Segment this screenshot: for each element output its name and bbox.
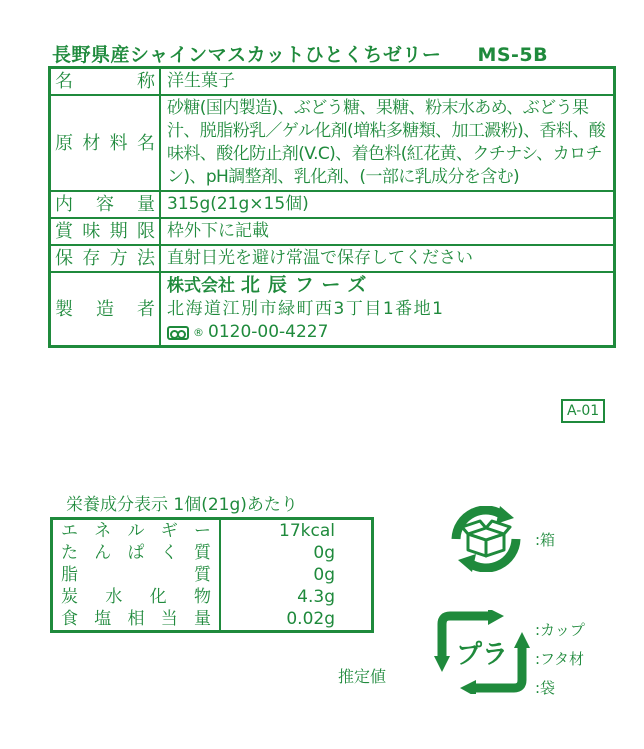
label-val-name: 洋生菓子 <box>160 68 615 96</box>
label-row-name <box>50 68 615 96</box>
plastic-bag-label: :袋 <box>535 679 556 697</box>
label-row-ingredients <box>50 95 615 191</box>
registered-mark: ® <box>193 326 204 339</box>
nutrition-value: 4.3g <box>297 587 335 607</box>
maker-company: 北辰フーズ <box>240 274 375 296</box>
nutrition-value: 17kcal <box>279 521 335 541</box>
nutrition-row <box>52 586 373 608</box>
product-name: 長野県産シャインマスカットひとくちゼリー <box>52 44 442 66</box>
nutrition-row <box>52 519 373 543</box>
label-key-storage: 保存方法 <box>50 245 161 272</box>
nutrition-row <box>52 608 373 632</box>
label-val-ingredients: 砂糖(国内製造)、ぶどう糖、果糖、粉末水あめ、ぶどう果汁、脱脂粉乳／ゲル化剤(増粘多糖類、加工澱粉)、香料、酸味料、酸化防止剤(V.C)、着色料(紅花黄、クチナシ、カロチン)、pH調整剤、乳化剤、(一部に乳成分を含む) <box>160 95 615 191</box>
label-val-maker <box>160 272 615 347</box>
plastic-recycle-icon <box>432 610 532 694</box>
nutrition-name: 炭水化物 <box>52 586 221 608</box>
label-row-storage <box>50 245 615 272</box>
nutrition-name: たんぱく質 <box>52 542 221 564</box>
maker-tel: 0120-00-4227 <box>208 322 329 342</box>
maker-address: 北海道江別市緑町西3丁目1番地1 <box>167 299 445 319</box>
free-dial-icon <box>167 326 189 340</box>
label-row-content <box>50 191 615 218</box>
product-code: MS-5B <box>477 44 549 66</box>
maker-tel-row <box>167 321 607 344</box>
nutrition-name: 食塩相当量 <box>52 608 221 632</box>
label-row-expiry <box>50 218 615 245</box>
nutrition-name: 脂質 <box>52 564 221 586</box>
nutrition-name: エネルギー <box>52 519 221 543</box>
product-title <box>52 40 548 67</box>
label-val-content: 315g(21g×15個) <box>160 191 615 218</box>
paper-box-label: :箱 <box>535 531 556 549</box>
label-key-name: 名称 <box>50 68 161 96</box>
estimate-note: 推定値 <box>338 667 387 686</box>
plastic-lid-label: :フタ材 <box>535 650 585 668</box>
nutrition-value: 0g <box>313 543 335 563</box>
nutrition-value: 0g <box>313 565 335 585</box>
label-key-ingredients: 原材料名 <box>50 95 161 191</box>
label-val-expiry: 枠外下に記載 <box>160 218 615 245</box>
label-key-expiry: 賞味期限 <box>50 218 161 245</box>
label-table <box>48 66 616 348</box>
nutrition-row <box>52 542 373 564</box>
nutrition-value: 0.02g <box>286 609 335 629</box>
label-key-content: 内容量 <box>50 191 161 218</box>
plastic-mark-text: プラ <box>455 640 509 670</box>
nutrition-title: 栄養成分表示 1個(21g)あたり <box>66 495 298 515</box>
lot-code: A-01 <box>561 399 605 423</box>
plastic-cup-label: :カップ <box>535 621 585 639</box>
maker-prefix: 株式会社 <box>167 276 235 296</box>
label-val-storage: 直射日光を避け常温で保存してください <box>160 245 615 272</box>
nutrition-table <box>50 517 374 633</box>
label-row-maker <box>50 272 615 347</box>
paper-recycle-icon <box>442 506 530 572</box>
maker-name <box>167 274 607 298</box>
nutrition-row <box>52 564 373 586</box>
label-key-maker: 製造者 <box>50 272 161 347</box>
